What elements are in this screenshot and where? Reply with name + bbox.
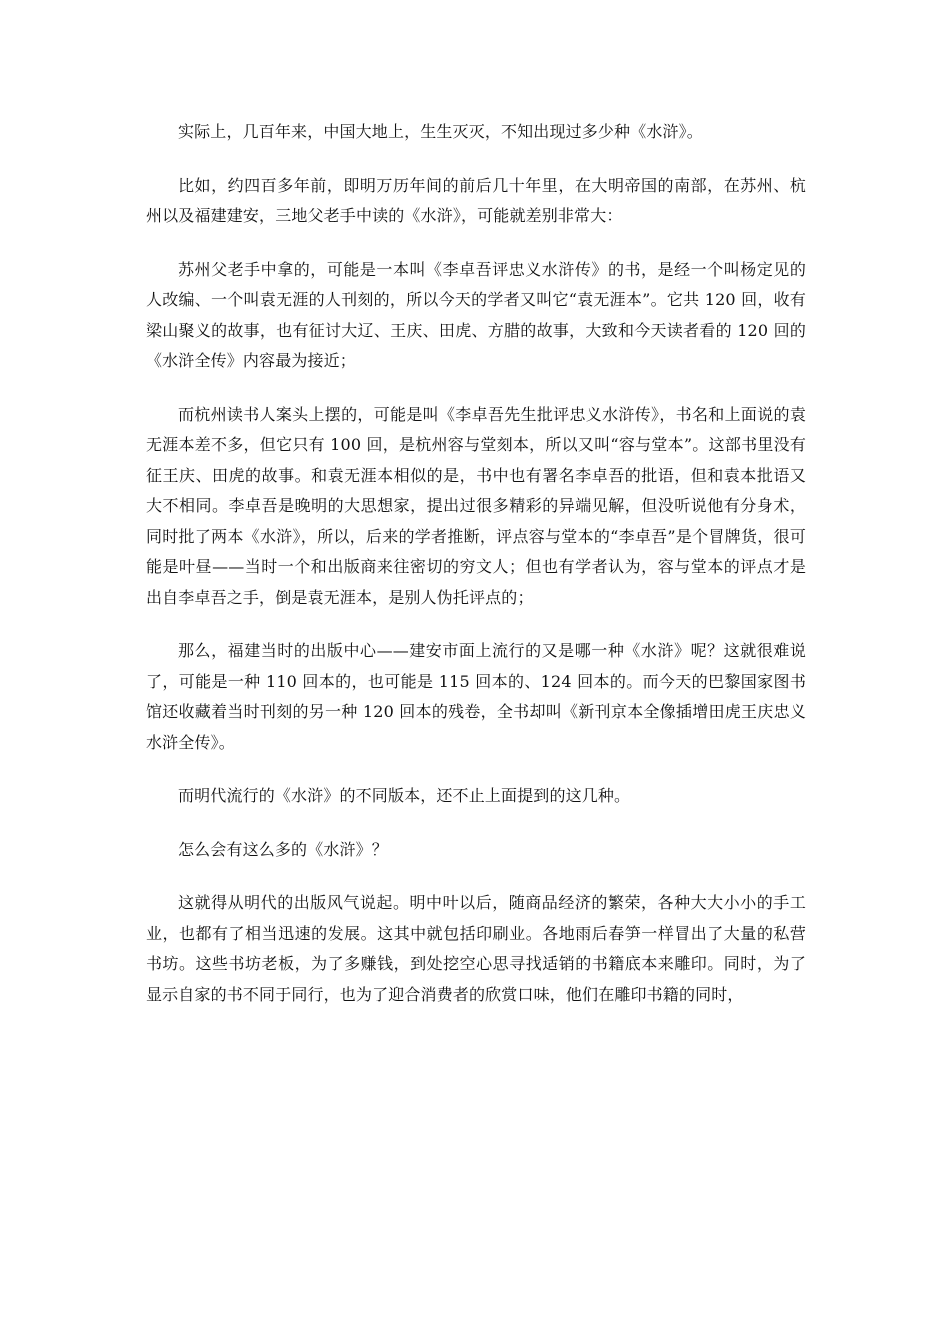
paragraph-2: 比如，约四百多年前，即明万历年间的前后几十年里，在大明帝国的南部，在苏州、杭州以及福建建安，三地父老手中读的《水浒》，可能就差别非常大： <box>146 175 806 225</box>
paragraph-5: 那么，福建当时的出版中心——建安市面上流行的又是哪一种《水浒》呢？这就很难说了，可能是一种 110 回本的，也可能是 115 回本的、124 回本的。而今天的巴黎国家图书馆还收藏着当时刊刻的另一种 120 回本的残卷，全书却叫《新刊京本全像插增田虎王庆忠义水浒全传》。 <box>146 641 806 752</box>
paragraph-8: 这就得从明代的出版风气说起。明中叶以后，随商品经济的繁荣，各种大大小小的手工业，也都有了相当迅速的发展。这其中就包括印刷业。各地雨后春笋一样冒出了大量的私营书坊。这些书坊老板，为了多赚钱，到处挖空心思寻找适销的书籍底本来雕印。同时，为了显示自家的书不同于同行，也为了迎合消费者的欣赏口味，他们在雕印书籍的同时， <box>146 893 806 1004</box>
paragraph-3: 苏州父老手中拿的，可能是一本叫《李卓吾评忠义水浒传》的书，是经一个叫杨定见的人改编、一个叫袁无涯的人刊刻的，所以今天的学者又叫它“袁无涯本”。它共 120 回，收有梁山聚义的故事，也有征讨大辽、王庆、田虎、方腊的故事，大致和今天读者看的 120 回的《水浒全传》内容最为接近； <box>146 259 806 370</box>
paragraph-7: 怎么会有这么多的《水浒》？ <box>178 839 388 859</box>
paragraph-1: 实际上，几百年来，中国大地上，生生灭灭，不知出现过多少种《水浒》。 <box>178 122 703 141</box>
paragraph-4: 而杭州读书人案头上摆的，可能是叫《李卓吾先生批评忠义水浒传》，书名和上面说的袁无涯本差不多，但它只有 100 回，是杭州容与堂刻本，所以又叫“容与堂本”。这部书里没有征王庆、田虎的故事。和袁无涯本相似的是，书中也有署名李卓吾的批语，但和袁本批语又大不相同。李卓吾是晚明的大思想家，提出过很多精彩的异端见解，但没听说他有分身术，同时批了两本《水浒》，所以，后来的学者推断，评点容与堂本的“李卓吾”是个冒牌货，很可能是叶昼——当时一个和出版商来往密切的穷文人；但也有学者认为，容与堂本的评点才是出自李卓吾之手，倒是袁无涯本，是别人伪托评点的； <box>146 404 806 607</box>
document-body <box>146 117 806 1010</box>
paragraph-6: 而明代流行的《水浒》的不同版本，还不止上面提到的这几种。 <box>178 786 631 805</box>
